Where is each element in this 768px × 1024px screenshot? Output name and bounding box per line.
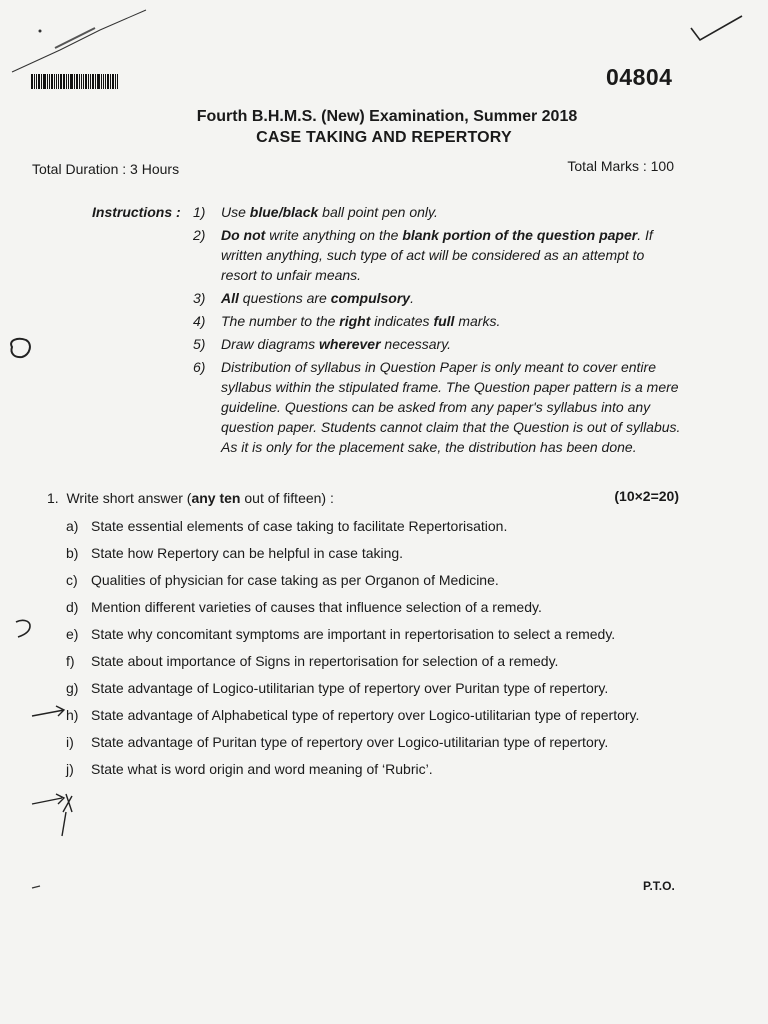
barcode-bar (41, 74, 42, 89)
instruction-number: 4) (193, 313, 206, 329)
question-prompt-bold: any ten (191, 490, 241, 506)
instruction-text: . If written anything, such type of act will be considered as an attempt to resort to unfair means. (221, 227, 653, 283)
subquestion-item (66, 651, 650, 671)
question-1-marks: (10×2=20) (614, 488, 679, 504)
instruction-number: 6) (193, 359, 206, 375)
subquestion-text: State advantage of Puritan type of repertory over Logico-utilitarian type of repertory. (91, 734, 609, 750)
instruction-item (193, 357, 683, 457)
instruction-text: ball point pen only. (318, 204, 438, 220)
barcode-bar (56, 74, 57, 89)
subject-title: CASE TAKING AND REPERTORY (256, 129, 512, 146)
subquestion-label: f) (66, 653, 75, 669)
barcode-bar (117, 74, 118, 89)
instruction-item (193, 288, 683, 308)
total-duration: Total Duration : 3 Hours (32, 161, 180, 177)
barcode-bar (76, 74, 78, 89)
instruction-item (193, 311, 683, 331)
question-prompt-start: Write short answer ( (66, 490, 192, 506)
instruction-text: Distribution of syllabus in Question Paper is only meant to cover entire syllabus within the stipulated frame. The Question paper pattern is a mere guideline. Questions can be asked from any paper's syllabus into any question paper. Students cannot claim that the Question is out of syllabus. As it is only for the placement sake, the distribution has been done. (221, 359, 681, 455)
subquestion-item (66, 543, 650, 563)
instruction-text: Draw diagrams (221, 336, 320, 352)
barcode-bar (105, 74, 106, 89)
arrow-mark-g (32, 706, 64, 716)
instruction-number: 2) (193, 227, 206, 243)
instruction-number: 3) (193, 290, 206, 306)
barcode-bar (103, 74, 104, 89)
barcode-bar (92, 74, 94, 89)
subquestion-item (66, 597, 650, 617)
instruction-text: Use (221, 204, 250, 220)
subquestion-text: State about importance of Signs in repertorisation for selection of a remedy. (91, 653, 559, 669)
barcode-bar (38, 74, 40, 89)
barcode-bar (79, 74, 80, 89)
instruction-emphasis: compulsory (330, 290, 411, 306)
subquestion-label: d) (66, 599, 79, 615)
instructions-list (193, 202, 683, 460)
barcode-bar (49, 74, 50, 89)
dash-mark (32, 886, 40, 888)
pen-stroke-top-left-2 (55, 28, 95, 48)
barcode-bar (107, 74, 109, 89)
barcode-bar (68, 74, 69, 89)
barcode (31, 74, 127, 89)
subquestion-item (66, 759, 650, 779)
arrow-mark-i (32, 794, 64, 804)
instructions-label: Instructions : (92, 204, 181, 220)
instruction-emphasis: full (433, 313, 455, 329)
barcode-bar (34, 74, 35, 89)
instruction-text: indicates (370, 313, 434, 329)
instruction-number: 5) (193, 336, 206, 352)
barcode-bar (90, 74, 91, 89)
barcode-bar (31, 74, 33, 89)
instruction-emphasis: Do not (221, 227, 266, 243)
page-turn-over: P.T.O. (643, 879, 675, 893)
subquestion-label: a) (66, 518, 79, 534)
margin-hole-mark (11, 339, 30, 357)
total-marks: Total Marks : 100 (567, 158, 674, 174)
barcode-bar (115, 74, 116, 89)
question-1-prompt (47, 490, 334, 506)
subquestion-text: Qualities of physician for case taking as per Organon of Medicine. (91, 572, 499, 588)
subquestion-text: State how Repertory can be helpful in case taking. (91, 545, 404, 561)
subquestion-label: i) (66, 734, 74, 750)
barcode-bar (58, 74, 59, 89)
barcode-bar (74, 74, 75, 89)
instruction-emphasis: right (339, 313, 371, 329)
barcode-bar (88, 74, 89, 89)
instruction-text: necessary. (380, 336, 452, 352)
barcode-bar (47, 74, 48, 89)
barcode-bar (110, 74, 111, 89)
barcode-bar (81, 74, 82, 89)
instruction-emphasis: All (221, 290, 239, 306)
margin-hole-mark-2 (16, 620, 30, 637)
subquestion-text: State advantage of Logico-utilitarian type of repertory over Puritan type of repertory. (91, 680, 609, 696)
subquestion-label: c) (66, 572, 78, 588)
subquestion-text: State advantage of Alphabetical type of repertory over Logico-utilitarian type of repertory. (91, 707, 640, 723)
barcode-bar (70, 74, 73, 89)
barcode-bar (54, 74, 55, 89)
instruction-text: write anything on the (265, 227, 403, 243)
subquestion-text: State what is word origin and word meaning of ‘Rubric’. (91, 761, 433, 777)
instruction-item (193, 202, 683, 222)
question-1-subquestions (66, 516, 650, 786)
instruction-emphasis: wherever (319, 336, 381, 352)
question-number: 1. (47, 490, 59, 506)
barcode-bar (60, 74, 62, 89)
instruction-item (193, 225, 683, 285)
question-prompt-end: out of fifteen) : (240, 490, 334, 506)
barcode-bar (51, 74, 53, 89)
instruction-text: . (410, 290, 414, 306)
exam-title: Fourth B.H.M.S. (New) Examination, Summer 2018 (196, 108, 578, 125)
barcode-bar (43, 74, 46, 89)
barcode-bar (85, 74, 87, 89)
instruction-text: questions are (238, 290, 331, 306)
subquestion-label: j) (66, 761, 74, 777)
subquestion-item (66, 624, 650, 644)
barcode-bar (112, 74, 114, 89)
subquestion-item (66, 570, 650, 590)
subquestion-label: b) (66, 545, 79, 561)
check-mark (691, 16, 742, 40)
instruction-number: 1) (193, 204, 206, 220)
barcode-bar (36, 74, 37, 89)
subquestion-item (66, 705, 650, 725)
subquestion-text: Mention different varieties of causes that influence selection of a remedy. (91, 599, 542, 615)
barcode-bar (63, 74, 65, 89)
subquestion-text: State essential elements of case taking to facilitate Repertorisation. (91, 518, 508, 534)
barcode-bar (97, 74, 100, 89)
subquestion-item (66, 516, 650, 536)
instruction-emphasis: blue/black (249, 204, 319, 220)
barcode-bar (66, 74, 67, 89)
paper-code: 04804 (606, 64, 673, 90)
pen-dot (39, 30, 42, 33)
barcode-bar (95, 74, 96, 89)
subquestion-item (66, 732, 650, 752)
subquestion-label: e) (66, 626, 79, 642)
subquestion-label: g) (66, 680, 79, 696)
barcode-bar (83, 74, 84, 89)
subquestion-text: State why concomitant symptoms are important in repertorisation to select a remedy. (91, 626, 616, 642)
instruction-text: marks. (454, 313, 501, 329)
pen-stroke-i (62, 794, 72, 836)
instruction-item (193, 334, 683, 354)
instruction-emphasis: blank portion of the question paper (402, 227, 638, 243)
instruction-text: The number to the (221, 313, 340, 329)
barcode-bar (101, 74, 102, 89)
subquestion-item (66, 678, 650, 698)
pen-stroke-top-left (12, 10, 146, 72)
subquestion-label: h) (66, 707, 79, 723)
